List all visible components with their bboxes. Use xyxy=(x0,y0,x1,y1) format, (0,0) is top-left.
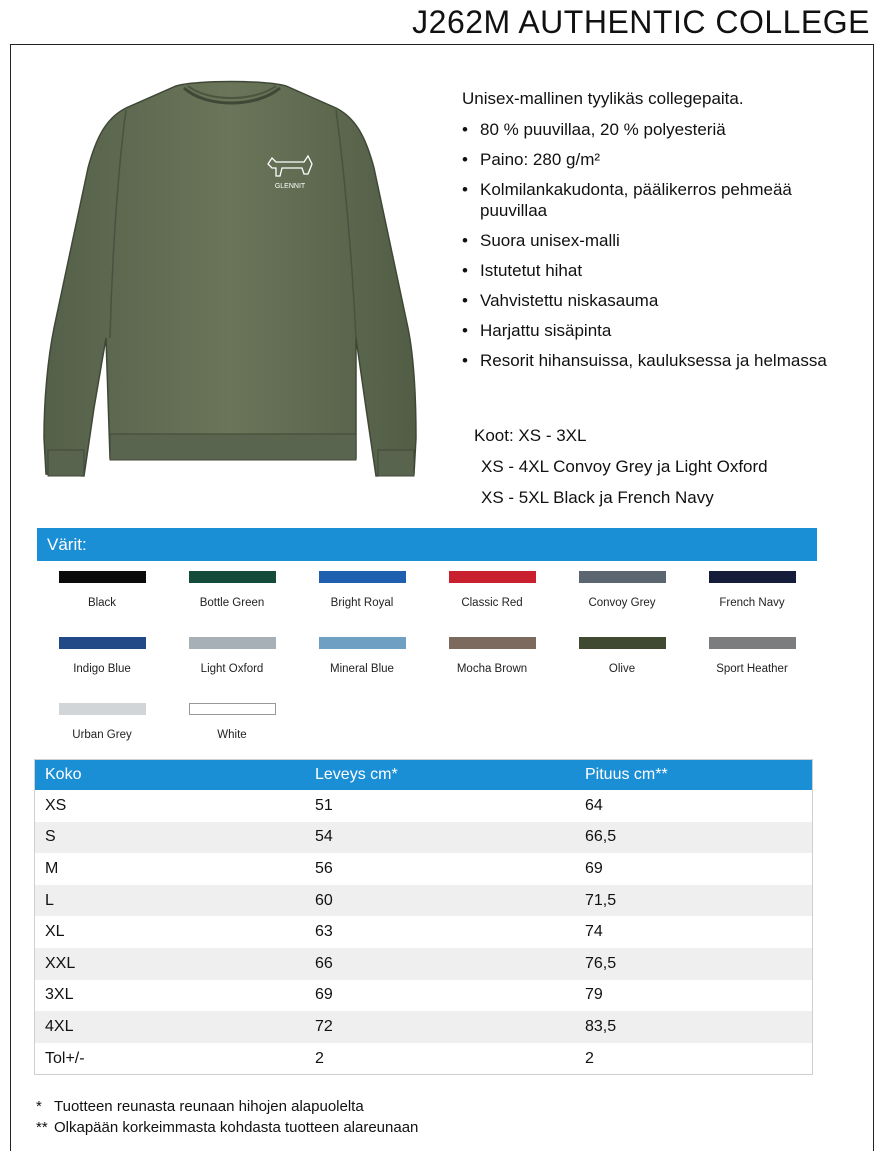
size-row xyxy=(35,916,813,948)
size-row xyxy=(35,853,813,885)
length-cell: 83,5 xyxy=(575,1011,813,1043)
color-swatch xyxy=(189,703,276,715)
description-intro: Unisex-mallinen tyylikäs collegepaita. xyxy=(462,89,744,108)
feature-item: • Kolmilankakudonta, päälikerros pehmeää puuvillaa xyxy=(462,179,862,221)
color-swatches xyxy=(37,561,817,751)
color-name: Indigo Blue xyxy=(73,663,131,675)
header-length: Pituus cm** xyxy=(575,760,813,791)
size-row xyxy=(35,1011,813,1043)
size-row xyxy=(35,1043,813,1075)
color-name: Convoy Grey xyxy=(588,597,656,609)
color-option xyxy=(297,637,427,675)
color-option xyxy=(427,571,557,609)
color-name: Mocha Brown xyxy=(456,663,528,675)
frame-left-line xyxy=(10,44,11,1151)
color-swatch xyxy=(189,571,276,583)
size-cell: XL xyxy=(45,923,65,941)
width-cell: 2 xyxy=(315,1049,324,1067)
size-row xyxy=(35,822,813,854)
colors-header: Värit: xyxy=(37,528,817,561)
size-range: Koot: XS - 3XL xyxy=(474,426,587,445)
length-cell: 2 xyxy=(585,1049,594,1067)
header-width: Leveys cm* xyxy=(305,760,575,791)
feature-item: • Resorit hihansuissa, kauluksessa ja helmassa xyxy=(462,350,862,371)
width-cell: 69 xyxy=(315,986,333,1004)
color-option xyxy=(167,637,297,675)
width-cell: 66 xyxy=(305,948,575,980)
color-name: Bottle Green xyxy=(199,597,265,609)
color-swatch xyxy=(319,571,406,583)
color-option xyxy=(167,703,297,741)
color-swatch xyxy=(59,637,146,649)
color-name: Classic Red xyxy=(461,597,523,609)
feature-item: • Istutetut hihat xyxy=(462,260,862,281)
width-cell: 63 xyxy=(315,923,333,941)
footnote-mark: ** xyxy=(36,1119,48,1136)
color-name: Sport Heather xyxy=(716,663,788,675)
color-option xyxy=(37,571,167,609)
size-row xyxy=(35,980,813,1012)
footnote-text: Olkapään korkeimmasta kohdasta tuotteen alareunaan xyxy=(54,1119,419,1136)
length-cell: 79 xyxy=(585,986,603,1004)
feature-item: • Vahvistettu niskasauma xyxy=(462,290,862,311)
feature-item: • Suora unisex-malli xyxy=(462,230,862,251)
width-cell: 54 xyxy=(305,822,575,854)
length-cell: 76,5 xyxy=(575,948,813,980)
size-cell: 3XL xyxy=(45,986,74,1004)
color-name: Mineral Blue xyxy=(330,663,394,675)
color-name: Light Oxford xyxy=(200,663,264,675)
size-cell: 4XL xyxy=(35,1011,306,1043)
color-swatch xyxy=(319,637,406,649)
width-cell: 60 xyxy=(305,885,575,917)
size-row xyxy=(35,885,813,917)
size-cell: XS xyxy=(45,796,67,814)
color-swatch xyxy=(59,571,146,583)
length-cell: 64 xyxy=(585,796,603,814)
color-name: Olive xyxy=(608,663,636,675)
size-availability xyxy=(474,420,768,513)
size-range-extended-2: XS - 5XL Black ja French Navy xyxy=(481,488,714,507)
logo-text: GLENNIT xyxy=(274,183,306,190)
length-cell: 69 xyxy=(585,859,603,877)
feature-item: • 80 % puuvillaa, 20 % polyesteriä xyxy=(462,119,862,140)
color-option xyxy=(687,637,817,675)
product-title: J262M AUTHENTIC COLLEGE xyxy=(412,4,870,40)
size-cell: S xyxy=(35,822,306,854)
width-cell: 72 xyxy=(305,1011,575,1043)
size-cell: L xyxy=(35,885,306,917)
length-cell: 71,5 xyxy=(575,885,813,917)
color-option xyxy=(167,571,297,609)
color-name: Urban Grey xyxy=(72,729,132,741)
footnote-length xyxy=(36,1117,418,1138)
length-cell: 74 xyxy=(585,923,603,941)
size-table xyxy=(34,759,813,1075)
color-option xyxy=(687,571,817,609)
color-option xyxy=(557,571,687,609)
color-name: Bright Royal xyxy=(330,597,394,609)
color-name: Black xyxy=(87,597,117,609)
size-cell: XXL xyxy=(35,948,306,980)
footnote-text: Tuotteen reunasta reunaan hihojen alapuolelta xyxy=(54,1098,364,1115)
footnotes xyxy=(36,1096,418,1138)
color-swatch xyxy=(709,637,796,649)
size-range-extended-1: XS - 4XL Convoy Grey ja Light Oxford xyxy=(481,457,768,476)
color-name: French Navy xyxy=(719,597,785,609)
width-cell: 51 xyxy=(315,796,333,814)
frame-right-line xyxy=(873,44,874,1151)
size-cell: Tol+/- xyxy=(45,1049,85,1067)
color-option xyxy=(427,637,557,675)
color-option xyxy=(37,637,167,675)
footnote-mark: * xyxy=(36,1098,42,1115)
feature-list xyxy=(462,119,862,371)
feature-item: • Harjattu sisäpinta xyxy=(462,320,862,341)
width-cell: 56 xyxy=(315,859,333,877)
color-swatch xyxy=(709,571,796,583)
size-table-header-row xyxy=(35,760,813,791)
color-name: White xyxy=(217,729,247,741)
frame-top-line xyxy=(10,44,874,45)
color-option xyxy=(557,637,687,675)
color-swatch xyxy=(449,637,536,649)
color-option xyxy=(297,571,427,609)
size-row xyxy=(35,948,813,980)
size-row xyxy=(35,790,813,822)
color-swatch xyxy=(579,571,666,583)
color-swatch xyxy=(449,571,536,583)
product-image-sweater xyxy=(36,78,426,508)
footnote-width xyxy=(36,1096,418,1117)
product-description xyxy=(462,88,862,380)
feature-item: • Paino: 280 g/m² xyxy=(462,149,862,170)
color-swatch xyxy=(189,637,276,649)
color-swatch xyxy=(59,703,146,715)
color-option xyxy=(37,703,167,741)
length-cell: 66,5 xyxy=(575,822,813,854)
header-size: Koko xyxy=(35,760,306,791)
size-cell: M xyxy=(45,859,59,877)
color-swatch xyxy=(579,637,666,649)
